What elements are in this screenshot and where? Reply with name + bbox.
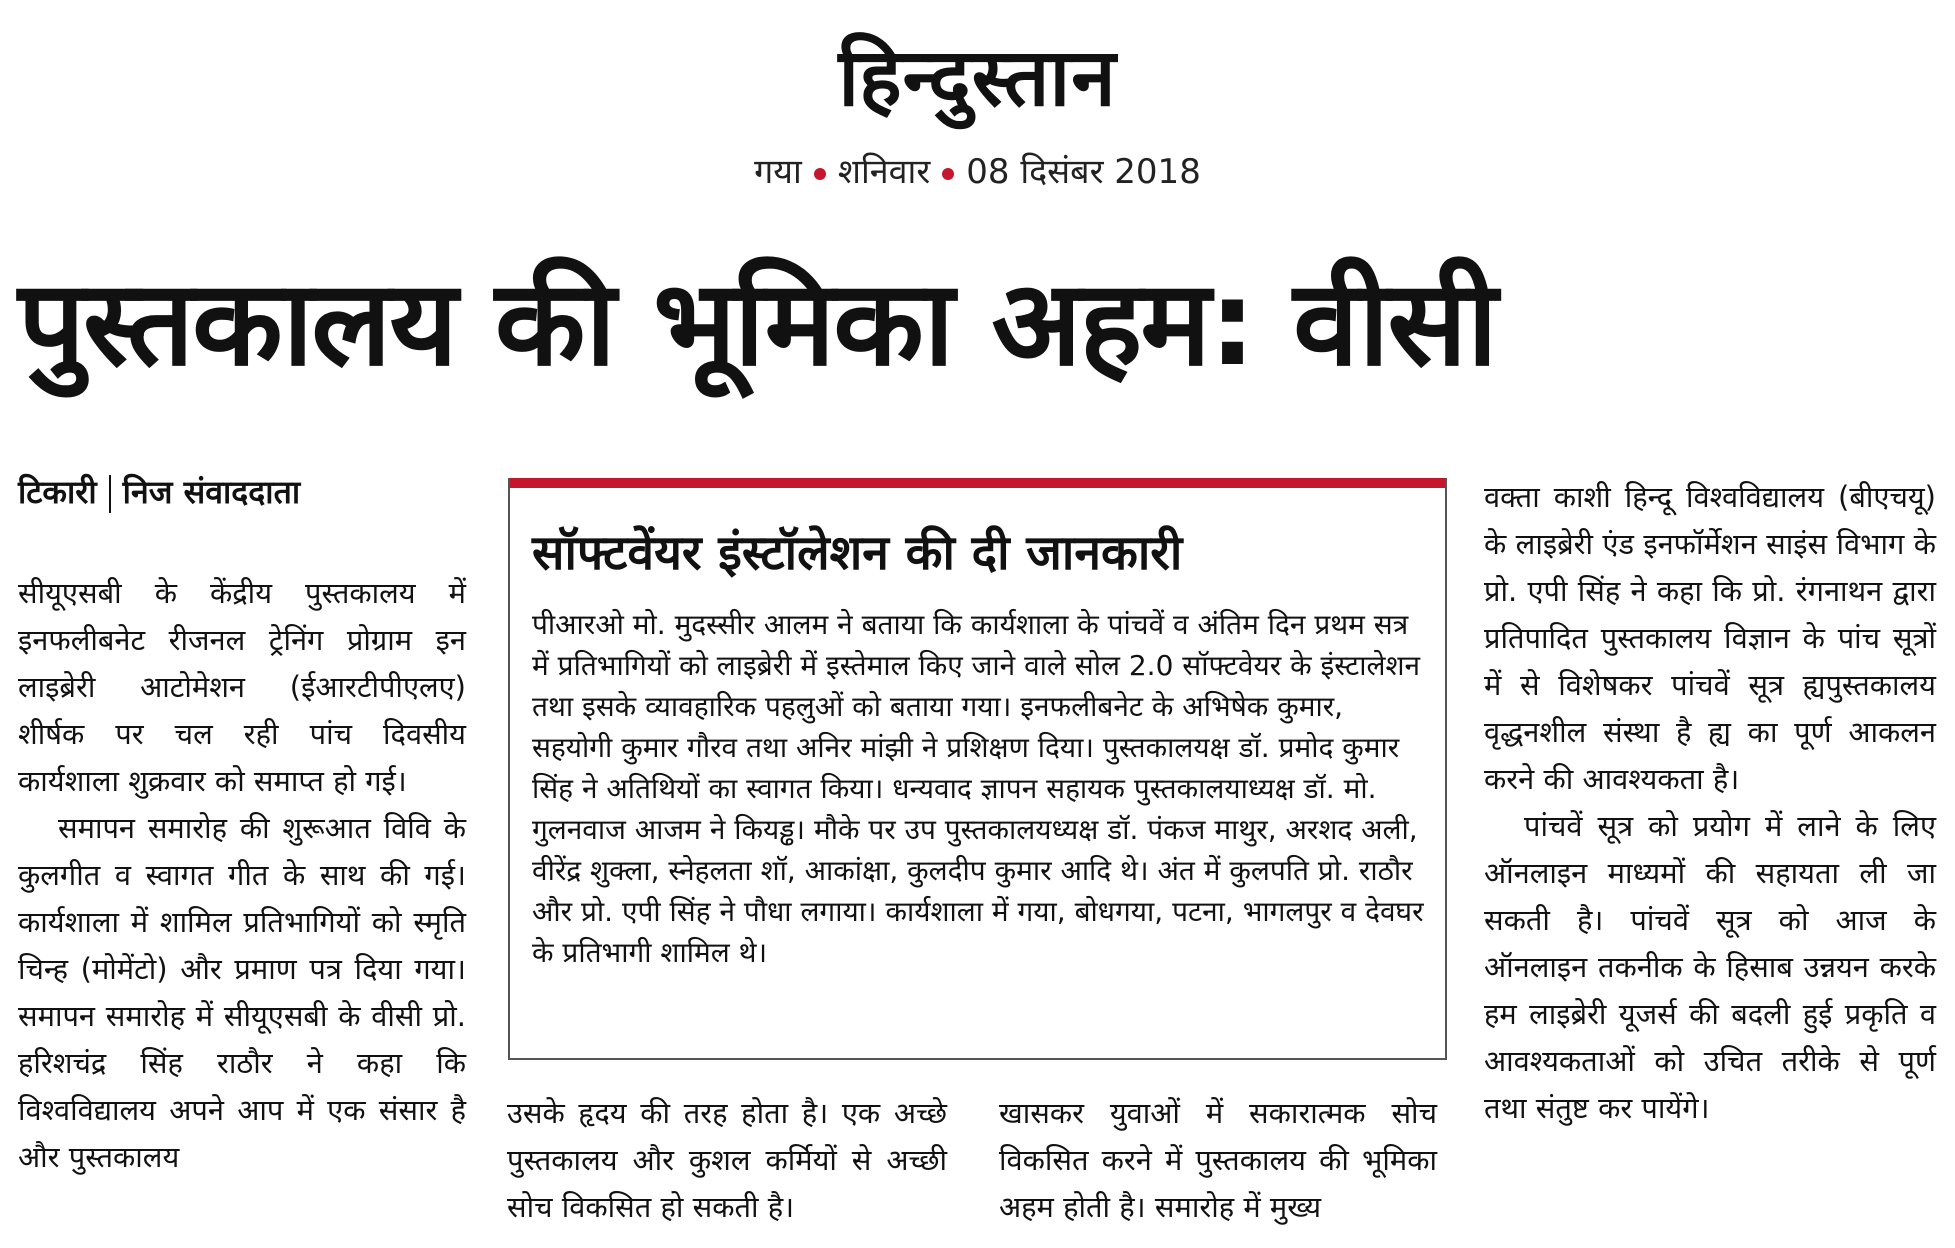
byline-divider [109, 475, 111, 513]
byline-reporter: निज संवाददाता [122, 473, 301, 511]
dateline-date: 08 दिसंबर 2018 [966, 152, 1201, 192]
sidebar-box-title: सॉफ्टवेंयर इंस्टॉलेशन की दी जानकारी [532, 525, 1183, 581]
dateline-place: गया [754, 152, 802, 192]
paragraph: सीयूएसबी के केंद्रीय पुस्तकालय में इनफलीबनेट रीजनल ट्रेनिंग प्रोग्राम इन लाइब्रेरी आटोमेशन (ईआरटीपीएलए) शीर्षक पर चल रही पांच दिवसीय कार्यशाला शुक्रवार को समाप्त हो गई। [18, 576, 466, 798]
paragraph: वक्ता काशी हिन्दू विश्वविद्यालय (बीएचयू) के लाइब्रेरी एंड इनफॉर्मेशन साइंस विभाग के प्रो. एपी सिंह ने कहा कि प्रो. रंगनाथन द्वारा प्रतिपादित पुस्तकालय विज्ञान के पांच सूत्रों में से विशेषकर पांचवें सूत्र ह्यपुस्तकालय वृद्धनशील संस्था है ह्य का पूर्ण आकलन करने की आवश्यकता है। [1484, 480, 1936, 796]
byline-place: टिकारी [18, 473, 97, 511]
bullet-dot-icon [942, 168, 954, 180]
byline [18, 470, 300, 514]
paragraph: पांचवें सूत्र को प्रयोग में लाने के लिए ऑनलाइन माध्यमों की सहायता ली जा सकती है। पांचवें सूत्र को आज के ऑनलाइन तकनीक के हिसाब उन्नयन करके हम लाइब्रेरी यूजर्स की बदली हुई प्रकृति व आवश्यकताओं को उचित तरीके से पूर्ण तथा संतुष्ट कर पायेंगे। [1484, 809, 1936, 1125]
dateline-day: शनिवार [837, 152, 931, 192]
paragraph: समापन समारोह की शुरूआत विवि के कुलगीत व स्वागत गीत के साथ की गई। कार्यशाला में शामिल प्रतिभागियों को स्मृति चिन्ह (मोमेंटो) और प्रमाण पत्र दिया गया। समापन समारोह में सीयूएसबी के वीसी प्रो. हरिशचंद्र सिंह राठौर ने कहा कि विश्वविद्यालय अपने आप में एक संसार है और पुस्तकालय [18, 811, 466, 1174]
newspaper-masthead: हिन्दुस्तान [838, 31, 1117, 124]
dateline [0, 150, 1955, 194]
sidebar-box-text: पीआरओ मो. मुदस्सीर आलम ने बताया कि कार्यशाला के पांचवें व अंतिम दिन प्रथम सत्र में प्रतिभागियों को लाइब्रेरी में इस्तेमाल किए जाने वाले सोल 2.0 सॉफ्टवेयर के इंस्टालेशन तथा इसके व्यावहारिक पहलुओं को बताया गया। इनफलीबनेट के अभिषेक कुमार, सहयोगी कुमार गौरव तथा अनिर मांझी ने प्रशिक्षण दिया। पुस्तकालयक्ष डॉ. प्रमोद कुमार सिंह ने अतिथियों का स्वागत किया। धन्यवाद ज्ञापन सहायक पुस्तकालयाध्यक्ष डॉ. मो. गुलनवाज आजम ने कियड्ढ। मौके पर उप पुस्तकालयध्यक्ष डॉ. पंकज माथुर, अरशद अली, वीरेंद्र शुक्ला, स्नेहलता शॉ, आकांक्षा, कुलदीप कुमार आदि थे। अंत में कुलपति प्रो. राठौर और प्रो. एपी सिंह ने पौधा लगाया। कार्यशाला में गया, बोधगया, पटना, भागलपुर व देवघर के प्रतिभागी शामिल थे। [532, 608, 1424, 969]
paragraph: खासकर युवाओं में सकारात्मक सोच विकसित करने में पुस्तकालय की भूमिका अहम होती है। समारोह में मुख्य [999, 1096, 1437, 1224]
article-headline: पुस्तकालय की भूमिका अहम: वीसी [18, 254, 1496, 392]
article-column-3 [999, 1090, 1437, 1231]
article-column-1 [18, 570, 466, 1181]
bullet-dot-icon [814, 168, 826, 180]
article-column-4 [1484, 474, 1936, 1132]
article-column-2 [507, 1090, 947, 1231]
paragraph: उसके हृदय की तरह होता है। एक अच्छे पुस्तकालय और कुशल कर्मियों से अच्छी सोच विकसित हो सकती है। [507, 1096, 947, 1224]
